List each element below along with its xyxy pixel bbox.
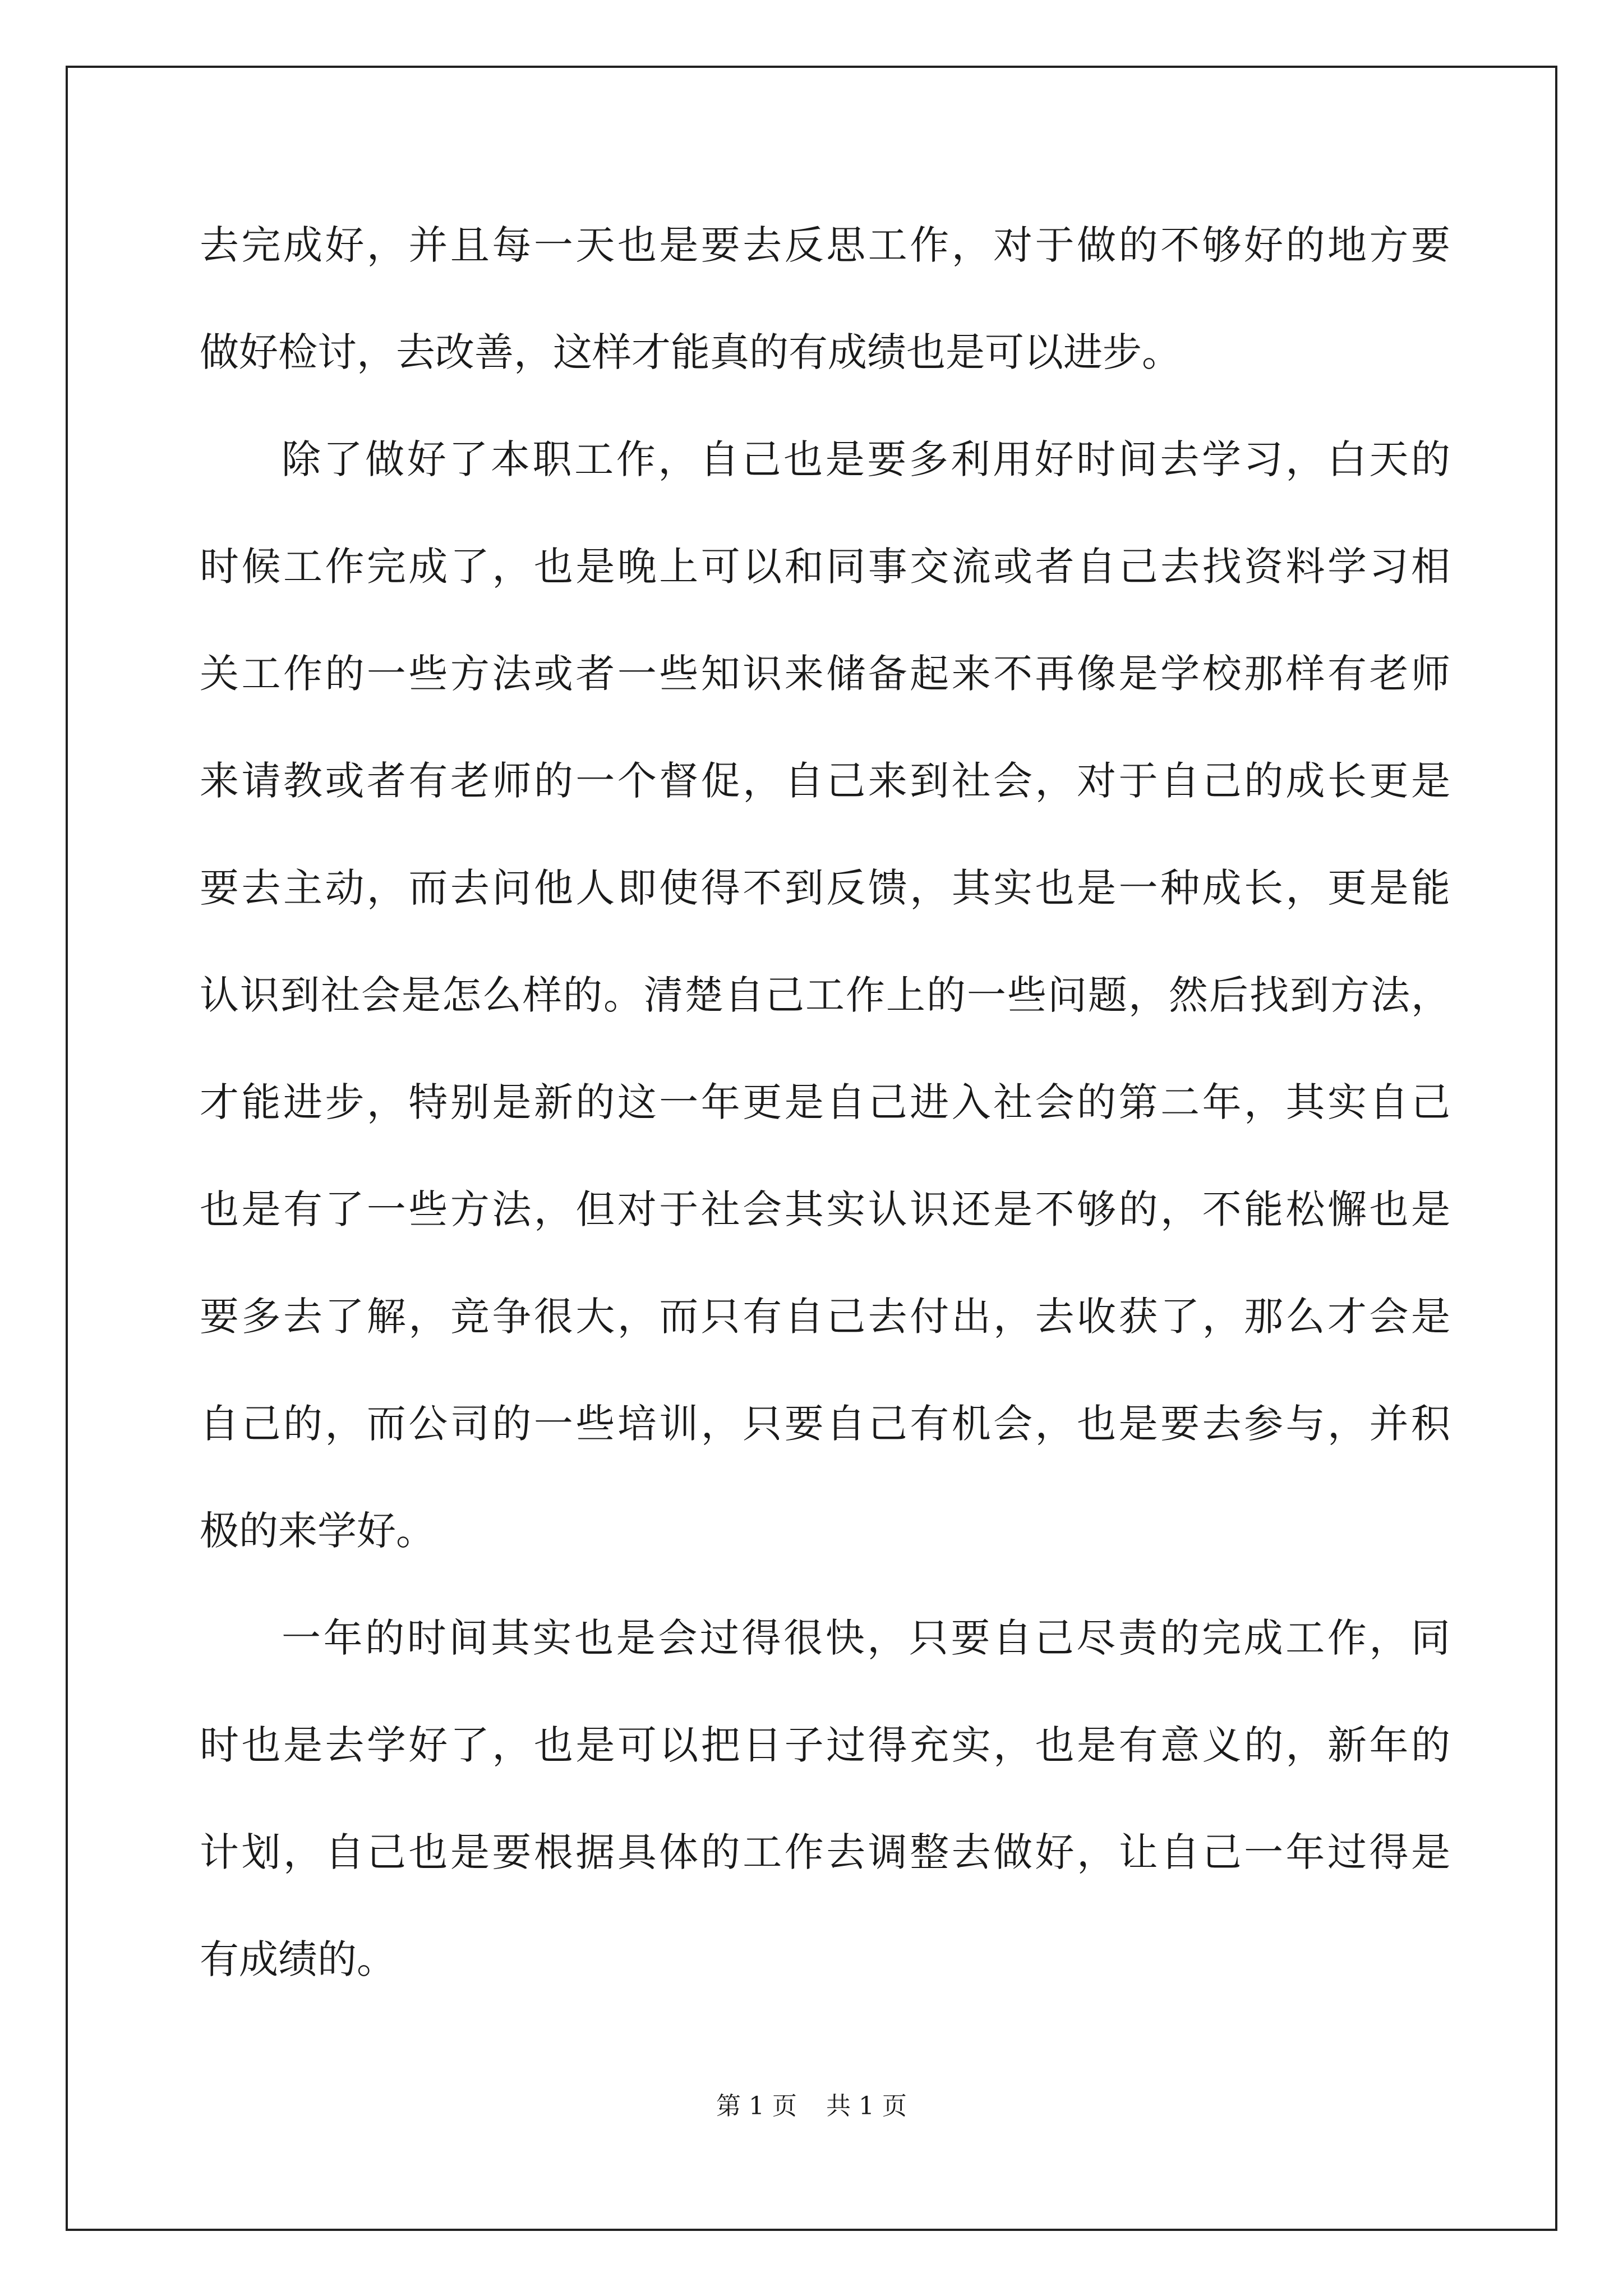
paragraph-2-line-2: 时候工作完成了，也是晚上可以和同事交流或者自己去找资料学习相 <box>200 544 1450 590</box>
paragraph-3-line-2: 时也是去学好了，也是可以把日子过得充实，也是有意义的，新年的 <box>200 1722 1450 1768</box>
paragraph-2-line-4: 来请教或者有老师的一个督促，自己来到社会，对于自己的成长更是 <box>200 758 1450 804</box>
paragraph-3-line-1: 一年的时间其实也是会过得很快，只要自己尽责的完成工作，同 <box>282 1615 1450 1661</box>
paragraph-3-line-3: 计划，自己也是要根据具体的工作去调整去做好，让自己一年过得是 <box>200 1829 1450 1875</box>
paragraph-2-line-10: 自己的，而公司的一些培训，只要自己有机会，也是要去参与，并积 <box>200 1401 1450 1447</box>
paragraph-2-line-7: 才能进步，特别是新的这一年更是自己进入社会的第二年，其实自己 <box>200 1079 1450 1125</box>
paragraph-2-line-1: 除了做好了本职工作，自己也是要多利用好时间去学习，白天的 <box>282 436 1450 482</box>
paragraph-2-line-11: 极的来学好。 <box>200 1508 435 1554</box>
paragraph-2-line-5: 要去主动，而去问他人即使得不到反馈，其实也是一种成长，更是能 <box>200 865 1450 911</box>
paragraph-2-line-8: 也是有了一些方法，但对于社会其实认识还是不够的，不能松懈也是 <box>200 1186 1450 1232</box>
document-body <box>200 192 1450 2013</box>
paragraph-1-line-2: 做好检讨，去改善，这样才能真的有成绩也是可以进步。 <box>200 329 1181 375</box>
paragraph-2-line-6: 认识到社会是怎么样的。清楚自己工作上的一些问题，然后找到方法， <box>200 972 1450 1018</box>
paragraph-2-line-3: 关工作的一些方法或者一些知识来储备起来不再像是学校那样有老师 <box>200 651 1450 697</box>
page-footer <box>0 2090 1623 2123</box>
total-pages: 共 1 页 <box>826 2092 907 2120</box>
paragraph-1-line-1: 去完成好，并且每一天也是要去反思工作，对于做的不够好的地方要 <box>200 222 1450 268</box>
paragraph-2-line-9: 要多去了解，竞争很大，而只有自己去付出，去收获了，那么才会是 <box>200 1294 1450 1340</box>
page-number: 第 1 页 <box>716 2092 797 2120</box>
paragraph-3-line-4: 有成绩的。 <box>200 1936 396 1982</box>
